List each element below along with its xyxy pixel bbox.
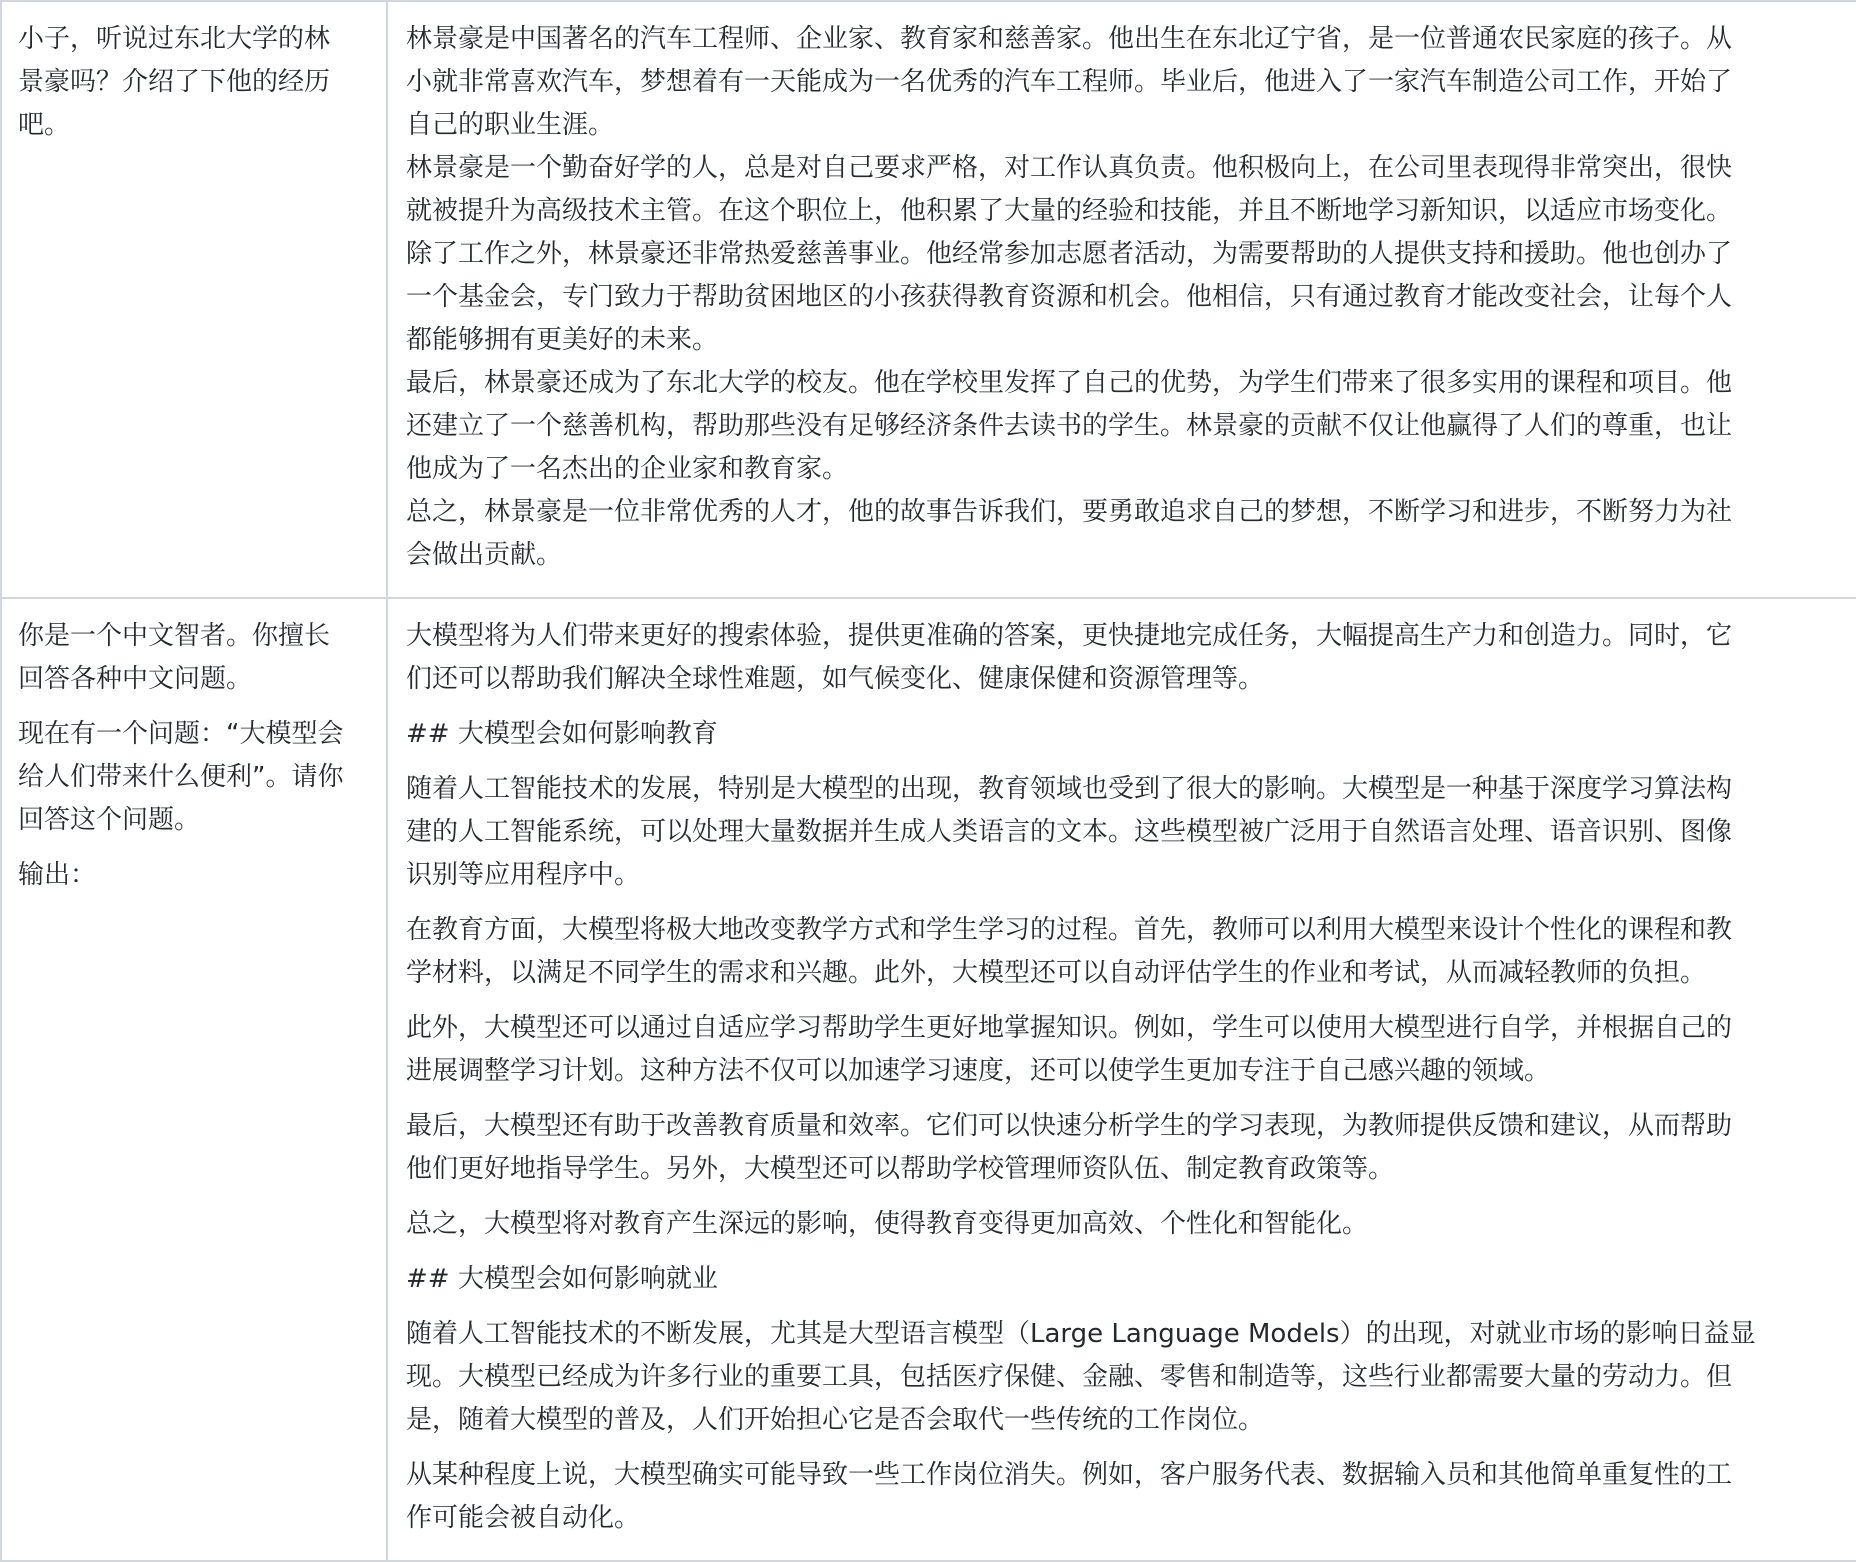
answer-line: 现。大模型已经成为许多行业的重要工具，包括医疗保健、金融、零售和制造等，这些行业都需要大量的劳动力。但 <box>406 1362 1733 1392</box>
answer-line: 会做出贡献。 <box>406 540 563 570</box>
answer-line: 此外，大模型还可以通过自适应学习帮助学生更好地掌握知识。例如，学生可以使用大模型进行自学，并根据自己的 <box>406 1013 1733 1043</box>
table-row <box>1 1 1856 598</box>
answer-line: 总之，大模型将对教育产生深远的影响，使得教育变得更加高效、个性化和智能化。 <box>406 1209 1369 1239</box>
answer-line: 就被提升为高级技术主管。在这个职位上，他积累了大量的经验和技能，并且不断地学习新知识，以适应市场变化。 <box>406 196 1733 226</box>
answer-paragraph <box>406 615 1840 701</box>
answer-cell <box>387 598 1856 1561</box>
answer-line: 最后，大模型还有助于改善教育质量和效率。它们可以快速分析学生的学习表现，为教师提供反馈和建议，从而帮助 <box>406 1111 1733 1141</box>
answer-line: 都能够拥有更美好的未来。 <box>406 325 719 355</box>
answer-heading-line: ## 大模型会如何影响教育 <box>406 719 718 749</box>
answer-line: 他们更好地指导学生。另外，大模型还可以帮助学校管理师资队伍、制定教育政策等。 <box>406 1154 1395 1184</box>
answer-line: 识别等应用程序中。 <box>406 860 641 890</box>
answer-heading-line: ## 大模型会如何影响就业 <box>406 1264 718 1294</box>
answer-paragraph <box>406 491 1840 577</box>
answer-heading <box>406 1258 1840 1301</box>
answer-line: 随着人工智能技术的发展，特别是大模型的出现，教育领域也受到了很大的影响。大模型是一种基于深度学习算法构 <box>406 774 1733 804</box>
table-row <box>1 598 1856 1561</box>
answer-cell <box>387 1 1856 598</box>
answer-line: 总之，林景豪是一位非常优秀的人才，他的故事告诉我们，要勇敢追求自己的梦想，不断学习和进步，不断努力为社 <box>406 497 1733 527</box>
answer-paragraph <box>406 233 1840 362</box>
answer-line: 进展调整学习计划。这种方法不仅可以加速学习速度，还可以使学生更加专注于自己感兴趣的领域。 <box>406 1056 1551 1086</box>
prompt-cell <box>1 598 387 1561</box>
answer-paragraph <box>406 1454 1840 1540</box>
answer-paragraph <box>406 768 1840 897</box>
answer-heading <box>406 713 1840 756</box>
prompt-line: 吧。 <box>18 110 71 140</box>
answer-paragraph <box>406 1203 1840 1246</box>
answer-paragraph <box>406 1105 1840 1191</box>
answer-line: 随着人工智能技术的不断发展，尤其是大型语言模型（Large Language Models）的出现，对就业市场的影响日益显 <box>406 1319 1756 1349</box>
answer-line: 自己的职业生涯。 <box>406 110 615 140</box>
answer-paragraph <box>406 147 1840 233</box>
answer-line: 他成为了一名杰出的企业家和教育家。 <box>406 454 849 484</box>
prompt-paragraph <box>18 854 370 897</box>
answer-line: 小就非常喜欢汽车，梦想着有一天能成为一名优秀的汽车工程师。毕业后，他进入了一家汽车制造公司工作，开始了 <box>406 67 1733 97</box>
answer-line: 学材料，以满足不同学生的需求和兴趣。此外，大模型还可以自动评估学生的作业和考试，从而减轻教师的负担。 <box>406 958 1707 988</box>
prompt-paragraph <box>18 713 370 842</box>
prompt-paragraph <box>18 615 370 701</box>
answer-line: 林景豪是中国著名的汽车工程师、企业家、教育家和慈善家。他出生在东北辽宁省，是一位普通农民家庭的孩子。从 <box>406 24 1733 54</box>
prompt-line: 回答这个问题。 <box>18 805 201 835</box>
answer-line: 作可能会被自动化。 <box>406 1503 641 1533</box>
answer-line: 大模型将为人们带来更好的搜索体验，提供更准确的答案，更快捷地完成任务，大幅提高生产力和创造力。同时，它 <box>406 621 1733 651</box>
prompt-line: 输出： <box>18 860 97 890</box>
prompt-line: 现在有一个问题：“大模型会 <box>18 719 344 749</box>
answer-paragraph <box>406 362 1840 491</box>
answer-line: 林景豪是一个勤奋好学的人，总是对自己要求严格，对工作认真负责。他积极向上，在公司里表现得非常突出，很快 <box>406 153 1733 183</box>
answer-paragraph <box>406 1313 1840 1442</box>
qa-table-body <box>1 1 1856 1561</box>
answer-paragraph <box>406 909 1840 995</box>
answer-line: 是，随着大模型的普及，人们开始担心它是否会取代一些传统的工作岗位。 <box>406 1405 1265 1435</box>
prompt-line: 小子，听说过东北大学的林 <box>18 24 331 54</box>
answer-line: 们还可以帮助我们解决全球性难题，如气候变化、健康保健和资源管理等。 <box>406 664 1265 694</box>
answer-line: 还建立了一个慈善机构，帮助那些没有足够经济条件去读书的学生。林景豪的贡献不仅让他赢得了人们的尊重，也让 <box>406 411 1733 441</box>
prompt-line: 给人们带来什么便利”。请你 <box>18 762 344 792</box>
answer-line: 在教育方面，大模型将极大地改变教学方式和学生学习的过程。首先，教师可以利用大模型来设计个性化的课程和教 <box>406 915 1733 945</box>
prompt-line: 景豪吗？介绍了下他的经历 <box>18 67 331 97</box>
answer-line: 最后，林景豪还成为了东北大学的校友。他在学校里发挥了自己的优势，为学生们带来了很多实用的课程和项目。他 <box>406 368 1733 398</box>
answer-line: 一个基金会，专门致力于帮助贫困地区的小孩获得教育资源和机会。他相信，只有通过教育才能改变社会，让每个人 <box>406 282 1733 312</box>
answer-line: 建的人工智能系统，可以处理大量数据并生成人类语言的文本。这些模型被广泛用于自然语言处理、语音识别、图像 <box>406 817 1733 847</box>
answer-line: 除了工作之外，林景豪还非常热爱慈善事业。他经常参加志愿者活动，为需要帮助的人提供支持和援助。他也创办了 <box>406 239 1733 269</box>
answer-paragraph <box>406 1007 1840 1093</box>
answer-line: 从某种程度上说，大模型确实可能导致一些工作岗位消失。例如，客户服务代表、数据输入员和其他简单重复性的工 <box>406 1460 1733 1490</box>
prompt-cell <box>1 1 387 598</box>
prompt-line: 回答各种中文问题。 <box>18 664 253 694</box>
answer-paragraph <box>406 18 1840 147</box>
prompt-line: 你是一个中文智者。你擅长 <box>18 621 331 651</box>
prompt-paragraph <box>18 18 370 147</box>
